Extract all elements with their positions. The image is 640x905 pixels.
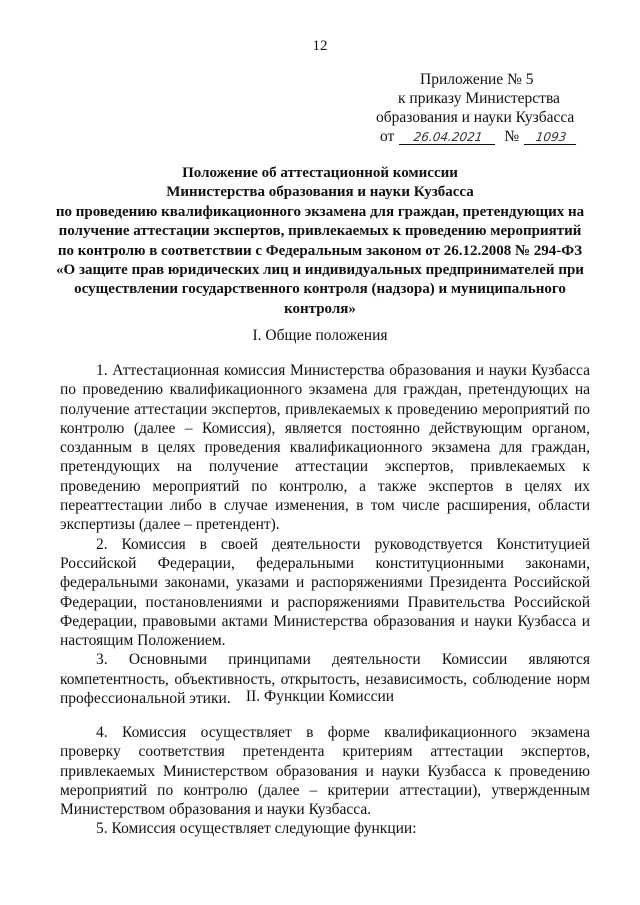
title-line: Министерства образования и науки Кузбасса: [166, 184, 474, 201]
handwritten-number: 1093: [524, 130, 578, 145]
paragraph: 4. Комиссия осуществляет в форме квалификационного экзамена проверку соответствия претендента критериям аттестации экспертов, привлекаемых Министерством образования и науки Кузбасса к проведению мероприятий по контролю (далее – критерии аттестации), утвержденным Министерством образования и науки Кузбасса.: [60, 724, 590, 819]
title-line: осуществлении государственного контроля (надзора) и муниципального: [74, 281, 566, 298]
paragraph: 1. Аттестационная комиссия Министерства образования и науки Кузбасса по проведению квалификационного экзамена для граждан, претендующих на получение аттестации экспертов, привлекаемых к проведению мероприятий по контролю (далее – Комиссия), является постоянно действующим органом, созданным в целях проведения квалификационного экзамена для граждан, претендующих на получение аттестации экспертов, привлекаемых к проведению мероприятий по контролю, а также экспертов в целях их переаттестации либо в случае изменения, в том числе расширения, области экспертизы (далее – претендент).: [60, 362, 590, 534]
paragraph: 5. Комиссия осуществляет следующие функции:: [96, 820, 417, 838]
title-line: «О защите прав юридических лиц и индивидуальных предпринимателей при: [56, 262, 584, 279]
date-prefix: от: [380, 128, 395, 145]
section-body-general: [60, 361, 590, 708]
page-number: 12: [312, 38, 328, 54]
number-label: №: [504, 128, 520, 145]
handwritten-date: 26.04.2021: [399, 130, 497, 145]
section-body-functions: [60, 723, 590, 839]
appendix-date-line: [376, 127, 616, 146]
section-heading-functions: II. Функции Комиссии: [245, 688, 395, 705]
title-line: по проведению квалификационного экзамена для граждан, претендующих на: [55, 203, 585, 220]
paragraph: 3. Основными принципами деятельности Комиссии являются компетентность, объективность, открытость, независимость, соблюдение норм профессиональной этики.: [60, 651, 590, 708]
document-title: [40, 164, 600, 319]
appendix-title: Приложение № 5: [420, 71, 534, 88]
title-line: по контролю в соответствии с Федеральным законом от 26.12.2008 № 294-ФЗ: [57, 242, 583, 259]
appendix-block: [376, 70, 616, 146]
title-line: получение аттестации экспертов, привлекаемых к проведению мероприятий: [58, 223, 582, 240]
appendix-order-ref: к приказу Министерства: [398, 90, 560, 107]
paragraph: 2. Комиссия в своей деятельности руководствуется Конституцией Российской Федерации, федеральными конституционными законами, федеральными законами, указами и распоряжениями Президента Российской Федерации, постановлениями и распоряжениями Правительства Российской Федерации, правовыми актами Министерства образования и науки Кузбасса и настоящим Положением.: [60, 535, 590, 650]
title-line: Положение об аттестационной комиссии: [182, 165, 458, 181]
appendix-ministry: образования и науки Кузбасса: [376, 109, 575, 126]
title-line: контроля»: [284, 300, 356, 317]
section-heading-general: I. Общие положения: [252, 327, 388, 344]
